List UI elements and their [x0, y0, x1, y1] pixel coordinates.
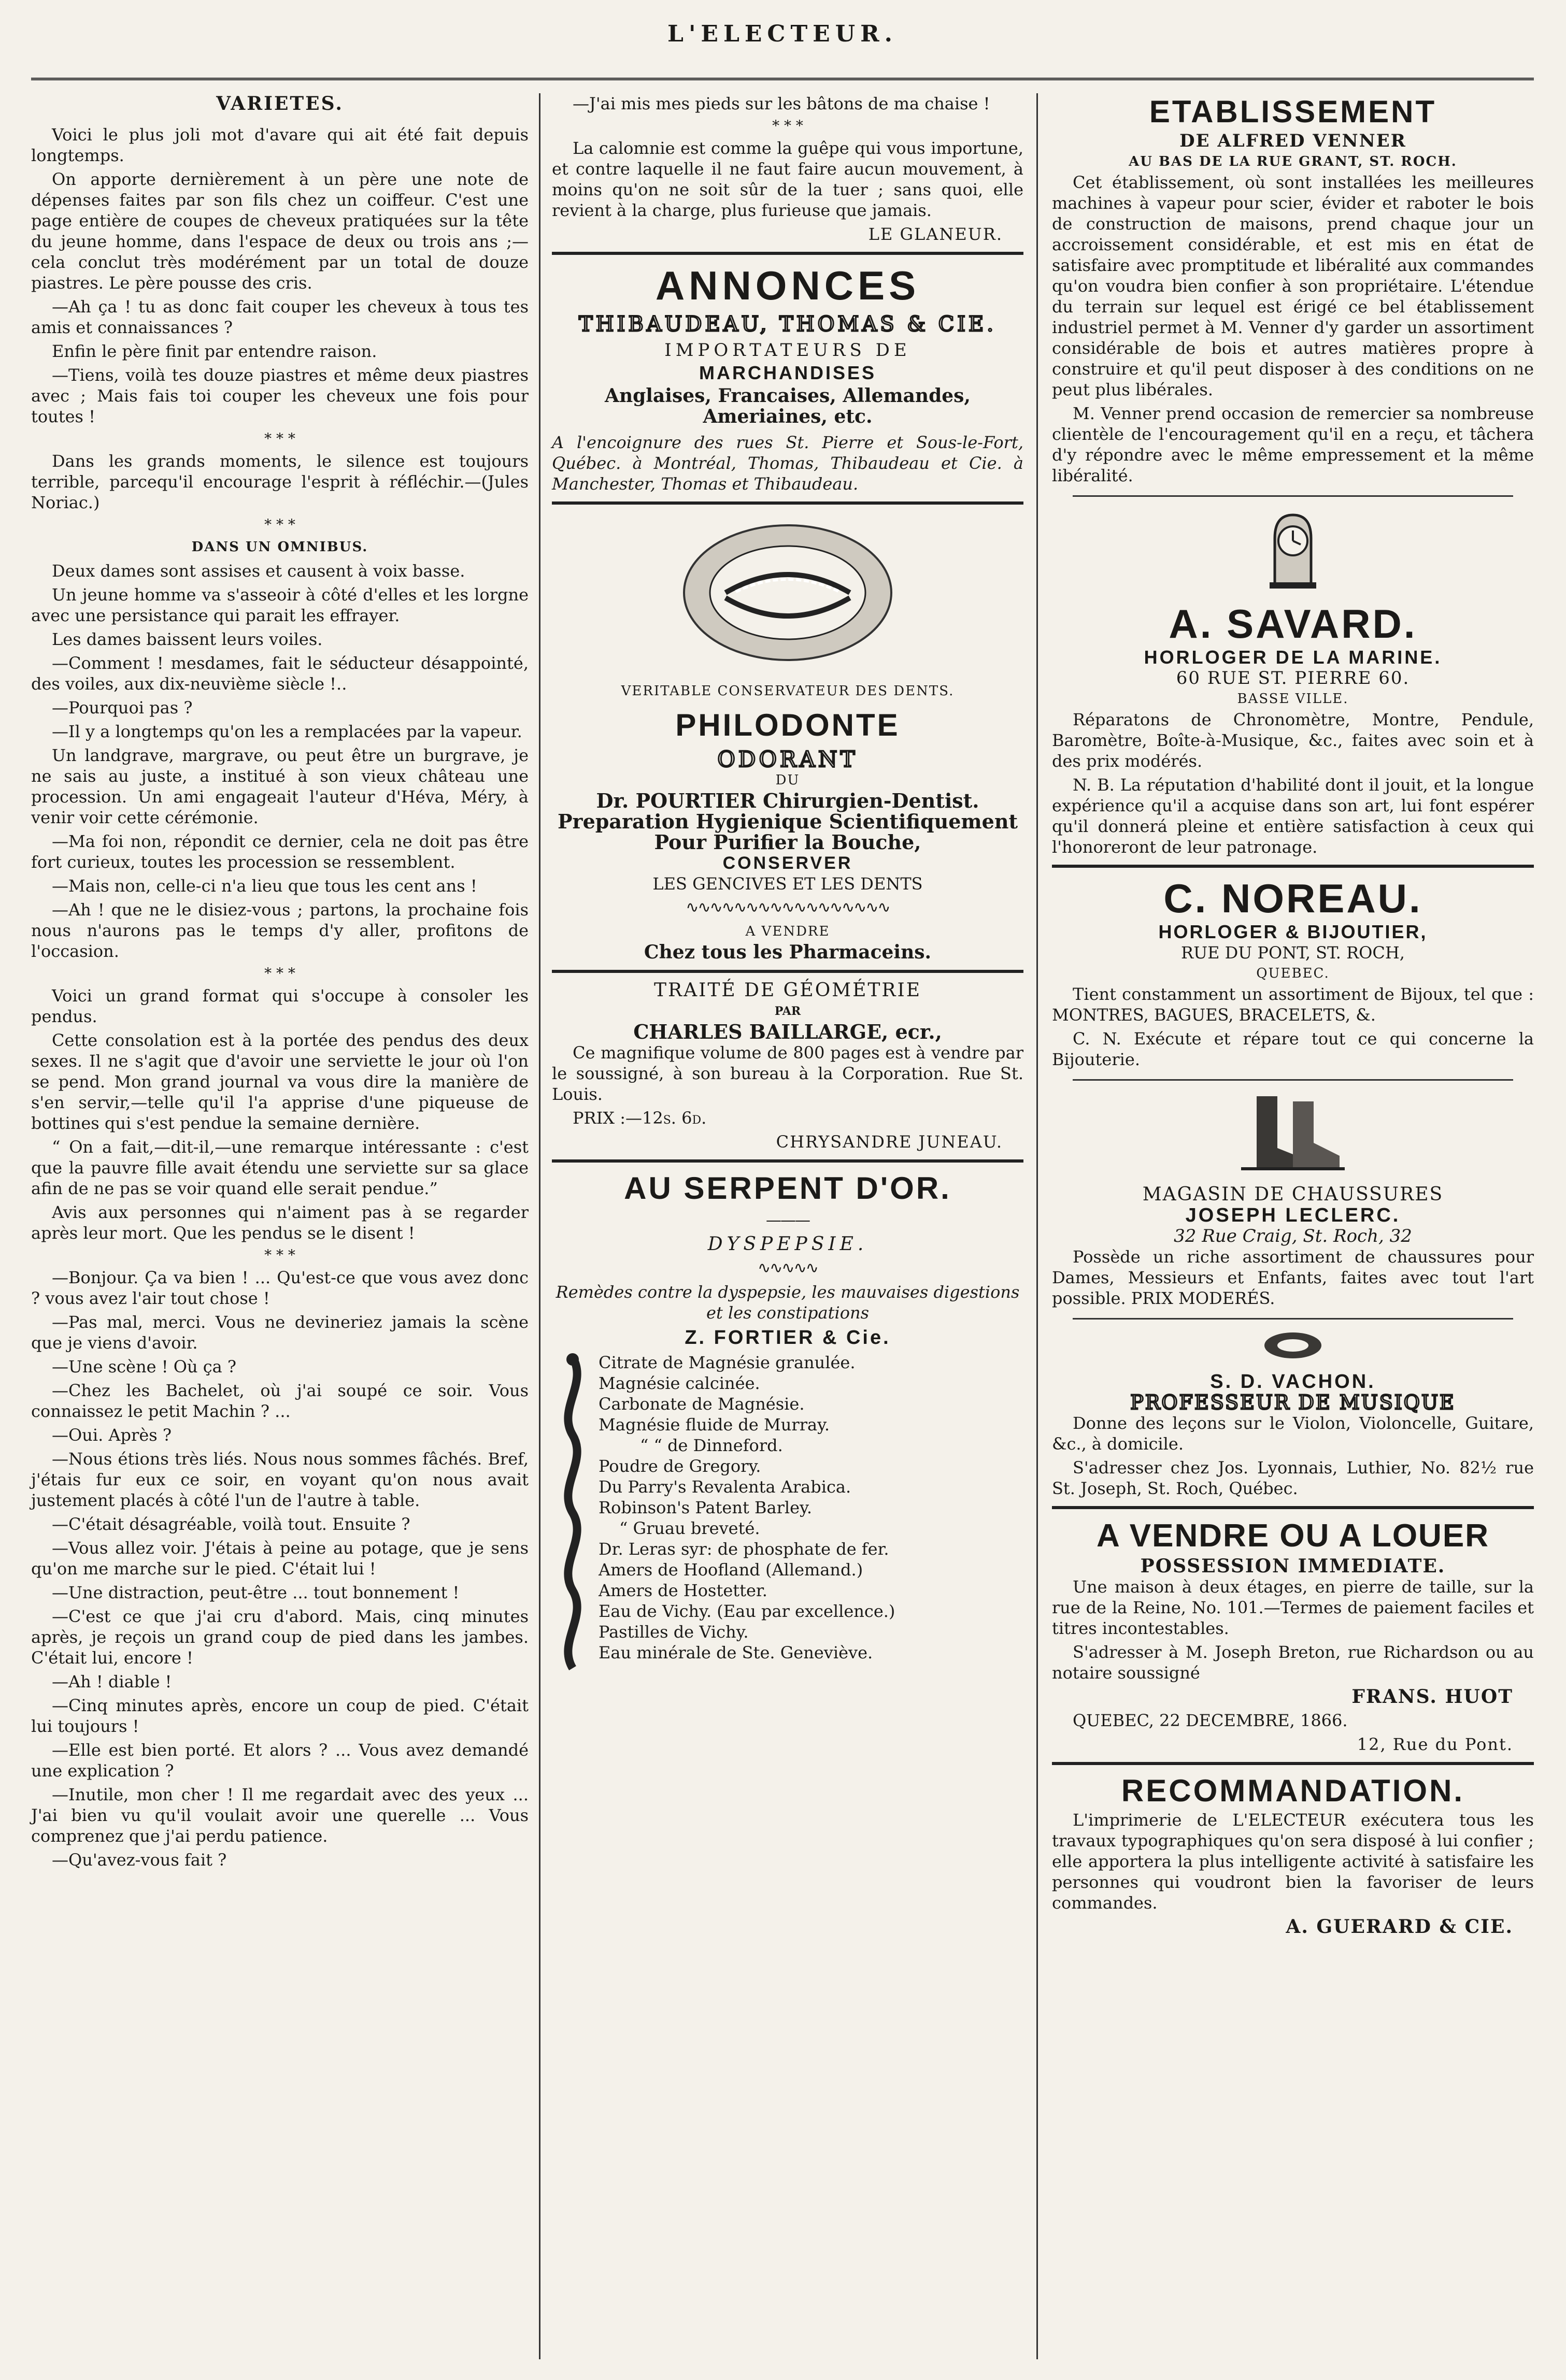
- gencives-line: LES GENCIVES ET LES DENTS: [652, 874, 923, 894]
- firm-name: THIBAUDEAU, THOMAS & CIE.: [579, 312, 996, 336]
- paragraph: —Bonjour. Ça va bien ! ... Qu'est-ce que vous avez donc ? vous avez l'air tout chose !: [31, 1268, 529, 1308]
- origins-line: Ameriaines, etc.: [703, 406, 873, 427]
- wavy-divider: ———: [766, 1211, 809, 1229]
- column-annonces: [552, 93, 1023, 1663]
- paragraph: Possède un riche assortiment de chaussures pour Dames, Messieurs et Enfants, faites avec tout l'art possible. PRIX MODERÉS.: [1052, 1247, 1534, 1308]
- venner-line: DE ALFRED VENNER: [1179, 131, 1406, 151]
- date-line: QUEBEC, 22 DECEMBRE, 1866.: [1073, 1711, 1348, 1730]
- recommandation-heading: RECOMMANDATION.: [1121, 1773, 1465, 1808]
- paragraph: Réparatons de Chronomètre, Montre, Pendule, Baromètre, Boîte-à-Musique, &c., faites avec soin et à des prix modérés.: [1052, 710, 1534, 771]
- annonces-heading: ANNONCES: [655, 263, 920, 308]
- paragraph: Avis aux personnes qui n'aiment pas à se regarder après leur mort. Que les pendus se le disent !: [31, 1202, 529, 1243]
- savard-address: 60 RUE ST. PIERRE 60.: [1176, 668, 1410, 689]
- dentures-illustration: [679, 515, 896, 670]
- section-rule: [552, 970, 1023, 973]
- quebec-line: QUEBEC.: [1256, 966, 1330, 981]
- paragraph: —Ma foi non, répondit ce dernier, cela ne doit pas être fort curieux, toutes les procession se ressemblent.: [31, 831, 529, 872]
- list-item: Citrate de Magnésie granulée.: [599, 1353, 856, 1372]
- paragraph: —Chez les Bachelet, où j'ai soupé ce soir. Vous connaissez le petit Machin ? ...: [31, 1381, 529, 1421]
- venner-address: AU BAS DE LA RUE GRANT, ST. ROCH.: [1129, 154, 1457, 169]
- paragraph: Les dames baissent leurs voiles.: [52, 629, 323, 649]
- paragraph: —Comment ! mesdames, fait le séducteur désappointé, des voiles, aux dix-neuvième siècle !..: [31, 653, 529, 694]
- stars-divider: * * *: [264, 430, 295, 447]
- noreau-address: RUE DU PONT, ST. ROCH,: [1181, 943, 1405, 963]
- savard-heading: A. SAVARD.: [1169, 601, 1417, 647]
- paragraph: Deux dames sont assises et causent à voix basse.: [52, 561, 465, 581]
- address-line: 12, Rue du Pont.: [1357, 1734, 1513, 1754]
- paragraph: Enfin le père finit par entendre raison.: [52, 341, 377, 361]
- paragraph: —Pourquoi pas ?: [52, 698, 193, 718]
- paragraph: —Ah ça ! tu as donc fait couper les cheveux à tous tes amis et connaissances ?: [31, 297, 529, 337]
- list-item: Robinson's Patent Barley.: [599, 1498, 813, 1517]
- vachon-heading: S. D. VACHON.: [1210, 1371, 1376, 1393]
- section-rule: [1052, 865, 1534, 868]
- signature: A. GUERARD & CIE.: [1286, 1916, 1513, 1938]
- leclerc-heading: JOSEPH LECLERC.: [1185, 1205, 1401, 1226]
- omnibus-heading: DANS UN OMNIBUS.: [191, 539, 368, 555]
- paragraph: “ On a fait,—dit-il,—une remarque intéressante : c'est que la pauvre fille avait étendu une serviette sur sa glace afin de ne pas se voir quand elle serait pendue.”: [31, 1137, 529, 1198]
- philodonte-heading: PHILODONTE: [675, 708, 900, 742]
- divider: [1073, 495, 1513, 497]
- top-rule: [31, 78, 1534, 80]
- section-rule: [552, 252, 1023, 255]
- paragraph: —Qu'avez-vous fait ?: [52, 1850, 227, 1870]
- stars-divider: * * *: [264, 516, 295, 533]
- list-item: Pastilles de Vichy.: [599, 1622, 749, 1642]
- paragraph: Voici un grand format qui s'occupe à consoler les pendus.: [31, 986, 529, 1026]
- masthead: L'ELECTEUR.: [667, 21, 898, 47]
- possession-line: POSSESSION IMMEDIATE.: [1140, 1555, 1446, 1577]
- odorant-line: ODORANT: [717, 747, 858, 772]
- paragraph: N. B. La réputation d'habilité dont il jouit, et la longue expérience qu'il a acquise dans son art, lui font espérer qu'il donnerá pleine et entière satisfaction à ceux qui l'honoreront de leur patronage.: [1052, 775, 1534, 857]
- signature: LE GLANEUR.: [868, 224, 1003, 244]
- wavy-divider: ∿∿∿∿∿: [758, 1259, 818, 1277]
- paragraph: Voici le plus joli mot d'avare qui ait été fait depuis longtemps.: [31, 125, 529, 165]
- ornament-icon: [1262, 1330, 1324, 1361]
- paragraph: —Ah ! diable !: [52, 1672, 172, 1691]
- par-line: PAR: [774, 1005, 801, 1018]
- horloger-bijoutier-line: HORLOGER & BIJOUTIER,: [1158, 921, 1428, 942]
- list-item: Dr. Leras syr: de phosphate de fer.: [599, 1539, 889, 1559]
- list-item: Amers de Hostetter.: [599, 1581, 767, 1600]
- stars-divider: * * *: [772, 117, 803, 134]
- paragraph: —C'est ce que j'ai cru d'abord. Mais, cinq minutes après, je reçois un grand coup de pied dans les jambes. C'était lui, encore !: [31, 1607, 529, 1668]
- stars-divider: * * *: [264, 965, 295, 982]
- serpent-heading: AU SERPENT D'OR.: [624, 1171, 951, 1206]
- paragraph: La calomnie est comme la guêpe qui vous importune, et contre laquelle il ne faut faire aucun mouvement, à moins qu'on ne soit sûr de la tuer ; sans quoi, elle revient à la charge, plus furieuse que jamais.: [552, 138, 1023, 220]
- paragraph: Une maison à deux étages, en pierre de taille, sur la rue de la Reine, No. 101.—Termes de paiement faciles et titres incontestables.: [1052, 1577, 1534, 1638]
- paragraph: Tient constamment un assortiment de Bijoux, tel que : MONTRES, BAGUES, BRACELETS, &.: [1052, 984, 1534, 1025]
- fortier-line: Z. FORTIER & Cie.: [685, 1327, 891, 1349]
- column-advertisements: [1052, 93, 1534, 1940]
- magasin-line: MAGASIN DE CHAUSSURES: [1142, 1184, 1444, 1205]
- paragraph: —Une distraction, peut-être ... tout bonnement !: [52, 1583, 460, 1602]
- author-line: CHARLES BAILLARGE, ecr.,: [633, 1020, 942, 1043]
- paragraph: On apporte dernièrement à un père une note de dépenses faites par son fils chez un coiffeur. C'est une page entière de coupes de cheveux pratiquées sur la tête du jeune homme, dans l'espace de deux ou trois ans ;—cela conclut très modérément par un total de douze piastres. Le père pousse des cris.: [31, 169, 529, 293]
- paragraph: —Tiens, voilà tes douze piastres et même deux piastres avec ; Mais fais toi couper les cheveux une fois pour toutes !: [31, 365, 529, 426]
- column-rule-2: [1036, 93, 1038, 2359]
- paragraph: —Elle est bien porté. Et alors ? ... Vous avez demandé une explication ?: [31, 1740, 529, 1781]
- paragraph: S'adresser chez Jos. Lyonnais, Luthier, No. 82½ rue St. Joseph, St. Roch, Québec.: [1052, 1458, 1534, 1498]
- paragraph: Donne des leçons sur le Violon, Violoncelle, Guitare, &c., à domicile.: [1052, 1413, 1534, 1454]
- boots-illustration: [1236, 1091, 1350, 1174]
- leclerc-address: 32 Rue Craig, St. Roch, 32: [1174, 1226, 1412, 1246]
- du-line: DU: [775, 772, 800, 788]
- varietes-heading: VARIETES.: [216, 93, 344, 114]
- importateurs-line: IMPORTATEURS DE: [664, 340, 911, 361]
- section-rule: [1052, 1762, 1534, 1765]
- paragraph: —Il y a longtemps qu'on les a remplacées par la vapeur.: [52, 722, 522, 741]
- horloger-marine-line: HORLOGER DE LA MARINE.: [1144, 647, 1442, 668]
- divider: [1073, 1318, 1513, 1320]
- professeur-line: PROFESSEUR DE MUSIQUE: [1130, 1391, 1456, 1414]
- list-item: Eau de Vichy. (Eau par excellence.): [599, 1601, 895, 1621]
- list-item: Carbonate de Magnésie.: [599, 1394, 805, 1414]
- remedies-list: [552, 1352, 1023, 1663]
- signature: CHRYSANDRE JUNEAU.: [776, 1132, 1003, 1152]
- section-rule: [552, 501, 1023, 505]
- paragraph: L'imprimerie de L'ELECTEUR exécutera tous les travaux typographiques qu'on sera disposé à lui confier ; elle apportera la plus intelligente activité à satisfaire les personnes qui voudront bien la favoriser de leurs commandes.: [1052, 1810, 1534, 1913]
- preparation-line: Pour Purifier la Bouche,: [654, 830, 921, 854]
- paragraph: —Nous étions très liés. Nous nous sommes fâchés. Bref, j'étais fur eux ce soir, en voyant qu'on nous avait justement placés à côté l'un de l'autre à table.: [31, 1449, 529, 1510]
- basse-ville-line: BASSE VILLE.: [1237, 691, 1349, 707]
- noreau-heading: C. NOREAU.: [1163, 876, 1422, 921]
- list-item: Magnésie fluide de Murray.: [599, 1415, 830, 1435]
- paragraph: C. N. Exécute et répare tout ce qui concerne la Bijouterie.: [1052, 1029, 1534, 1069]
- paragraph: —Inutile, mon cher ! Il me regardait avec des yeux ... J'ai bien vu qu'il voulait avoir une querelle ... Vous comprenez que j'ai perdu patience.: [31, 1785, 529, 1846]
- pharmaceins-line: Chez tous les Pharmaceins.: [644, 941, 932, 963]
- paragraph: —Ah ! que ne le disiez-vous ; partons, la prochaine fois nous n'aurons pas le temps d'y aller, profitons de l'occasion.: [31, 900, 529, 961]
- paragraph: —Pas mal, merci. Vous ne devineriez jamais la scène que je viens d'avoir.: [31, 1312, 529, 1353]
- firm-address: A l'encoignure des rues St. Pierre et Sous-le-Fort, Québec. à Montréal, Thomas, Thibaudeau et Cie. à Manchester, Thomas et Thibaudeau.: [552, 433, 1023, 494]
- vendre-louer-heading: A VENDRE OU A LOUER: [1097, 1518, 1489, 1554]
- etablissement-heading: ETABLISSEMENT: [1149, 94, 1437, 129]
- paragraph: —Vous allez voir. J'étais à peine au potage, que je sens qu'on me marche sur le pied. C'était lui !: [31, 1538, 529, 1579]
- list-item: Du Parry's Revalenta Arabica.: [599, 1477, 851, 1497]
- paragraph: Un jeune homme va s'asseoir à côté d'elles et les lorgne avec une persistance qui parait les effrayer.: [31, 585, 529, 625]
- preparation-line: Preparation Hygienique Scientifiquement: [557, 810, 1018, 833]
- price-line: PRIX :—12s. 6d.: [573, 1108, 707, 1128]
- section-rule: [552, 1159, 1023, 1163]
- wavy-divider: ∿∿∿∿∿∿∿∿∿∿∿∿∿∿∿∿∿: [686, 898, 890, 916]
- clock-illustration: [1264, 507, 1321, 590]
- list-item: Amers de Hoofland (Allemand.): [599, 1560, 863, 1580]
- list-item: Poudre de Gregory.: [599, 1456, 761, 1476]
- paragraph: S'adresser à M. Joseph Breton, rue Richardson ou au notaire soussigné: [1052, 1642, 1534, 1683]
- veritable-line: VERITABLE CONSERVATEUR DES DENTS.: [621, 683, 955, 699]
- list-item: Eau minérale de Ste. Geneviève.: [599, 1643, 873, 1662]
- traite-heading: TRAITÉ DE GÉOMÉTRIE: [654, 980, 921, 1001]
- paragraph: —Oui. Après ?: [52, 1425, 172, 1445]
- marchandises-line: MARCHANDISES: [699, 362, 876, 383]
- column-varietes: [31, 93, 529, 1873]
- stars-divider: * * *: [264, 1246, 295, 1264]
- paragraph: Cette consolation est à la portée des pendus des deux sexes. Il ne s'agit que d'avoir une serviette le jour où l'on se pend. Mon grand journal va vous dire la manière de s'en servir,—telle qu'il l'a apprise d'une piqueuse de bottines qui s'est pendue la semaine dernière.: [31, 1030, 529, 1133]
- paragraph: Un landgrave, margrave, ou peut être un burgrave, je ne sais au juste, a institué à son vieux château une procession. Un ami engageait l'auteur d'Héva, Méry, à venir voir cette cérémonie.: [31, 745, 529, 827]
- paragraph: —C'était désagréable, voilà tout. Ensuite ?: [52, 1514, 410, 1534]
- section-rule: [1052, 1506, 1534, 1509]
- paragraph: Ce magnifique volume de 800 pages est à vendre par le soussigné, à son bureau à la Corporation. Rue St. Louis.: [552, 1043, 1023, 1104]
- paragraph: Cet établissement, où sont installées les meilleures machines à vapeur pour scier, évider et raboter le bois de construction de maisons, prend chaque jour un accroissement considérable, et est mis en état de satisfaire avec promptitude et libéralité aux commandes qu'on voudra bien confier à son propriétaire. L'étendue du terrain sur lequel est érigé ce bel établissement industriel permet à M. Venner d'y garder un assortiment considérable de bois et autres matières propre à construire et qu'il peut disposer à des conditions on ne peut plus libérales.: [1052, 173, 1534, 399]
- dyspepsie-line: DYSPEPSIE.: [707, 1234, 868, 1255]
- paragraph: M. Venner prend occasion de remercier sa nombreuse clientèle de l'encouragement qu'il en a reçu, et tâchera d'y répondre avec le même empressement et la même libéralité.: [1052, 404, 1534, 485]
- list-item: “ Gruau breveté.: [619, 1518, 760, 1538]
- origins-line: Anglaises, Francaises, Allemandes,: [605, 385, 971, 407]
- signature: FRANS. HUOT: [1351, 1686, 1513, 1708]
- doctor-line: Dr. POURTIER Chirurgien-Dentist.: [596, 789, 979, 812]
- conserver-line: CONSERVER: [722, 853, 853, 873]
- paragraph: Dans les grands moments, le silence est toujours terrible, parcequ'il encourage l'esprit à réfléchir.—(Jules Noriac.): [31, 451, 529, 512]
- paragraph: —J'ai mis mes pieds sur les bâtons de ma chaise !: [573, 94, 990, 113]
- paragraph: —Mais non, celle-ci n'a lieu que tous les cent ans !: [52, 876, 477, 896]
- a-vendre-line: A VENDRE: [745, 924, 830, 939]
- divider: [1073, 1079, 1513, 1081]
- remedes-line: Remèdes contre la dyspepsie, les mauvaises digestions et les constipations: [556, 1282, 1020, 1323]
- list-item: Magnésie calcinée.: [599, 1373, 760, 1393]
- paragraph: —Cinq minutes après, encore un coup de pied. C'était lui toujours !: [31, 1696, 529, 1736]
- paragraph: —Une scène ! Où ça ?: [52, 1357, 237, 1377]
- serpent-illustration: [552, 1352, 593, 1673]
- column-rule-1: [539, 93, 540, 2359]
- list-item: “ “ de Dinneford.: [640, 1436, 783, 1455]
